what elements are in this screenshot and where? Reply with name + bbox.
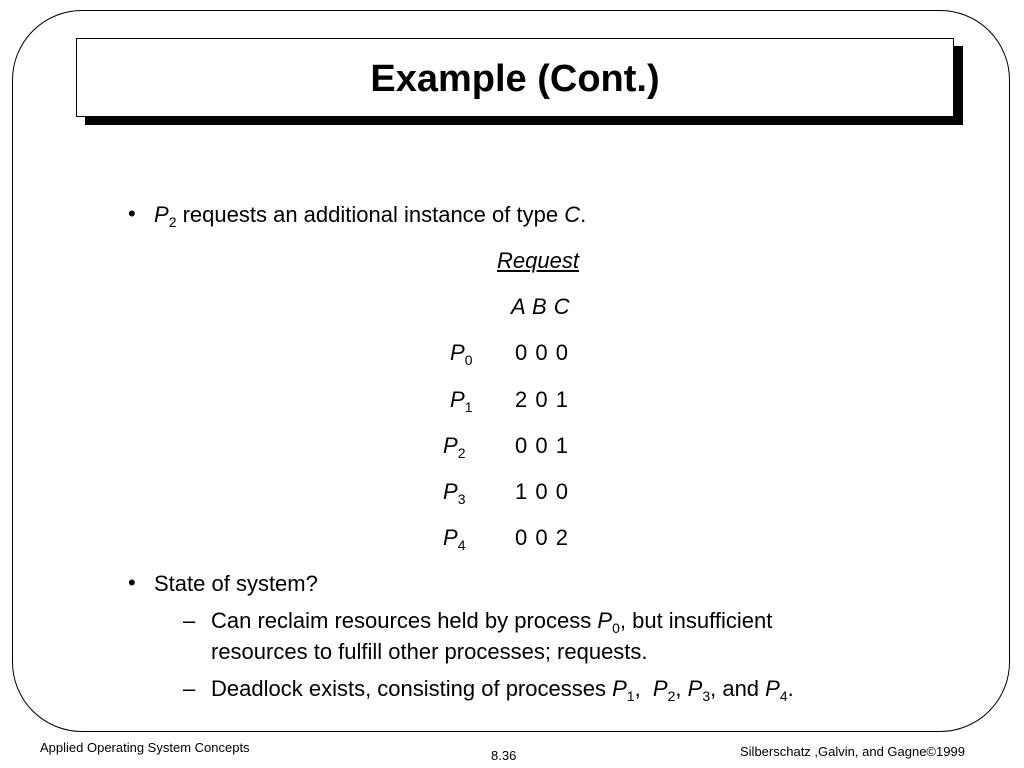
sub-bullet-1-continuation: resources to fulfill other processes; requests. — [211, 639, 648, 664]
bullet-dot: • — [128, 570, 136, 595]
bullet-1-text: $P_2$ requests an additional instance of type C. — [154, 202, 587, 230]
sub-bullet-dash: – — [183, 676, 196, 701]
request-header: Request — [497, 248, 579, 273]
footer-right: Silberschatz ,Galvin, and Gagne©1999 — [740, 744, 965, 759]
request-values: 0 0 2 — [515, 525, 568, 550]
sub-bullet-dash: – — [183, 608, 196, 633]
column-header: A B C — [511, 294, 570, 319]
request-values: 0 0 0 — [515, 340, 568, 365]
slide-title: Example (Cont.) — [370, 58, 660, 100]
process-label: $P_4$ — [443, 525, 466, 553]
footer-page-number: 8.36 — [491, 748, 517, 763]
process-label: $P_1$ — [450, 387, 473, 415]
process-label: $P_0$ — [450, 340, 473, 368]
bullet-dot: • — [128, 201, 136, 226]
request-values: 1 0 0 — [515, 479, 568, 504]
request-values: 0 0 1 — [515, 433, 568, 458]
sub-bullet-2-text: Deadlock exists, consisting of processes $P_1$, $P_2$, $P_3$, and $P_4$. — [211, 676, 794, 704]
footer-left: Applied Operating System Concepts — [40, 740, 250, 755]
request-values: 2 0 1 — [515, 387, 568, 412]
process-label: $P_2$ — [443, 433, 466, 461]
sub-bullet-1-text: Can reclaim resources held by process $P_0$, but insufficient — [211, 608, 773, 636]
process-label: $P_3$ — [443, 479, 466, 507]
title-box — [76, 38, 954, 117]
bullet-2-text: State of system? — [154, 571, 318, 596]
